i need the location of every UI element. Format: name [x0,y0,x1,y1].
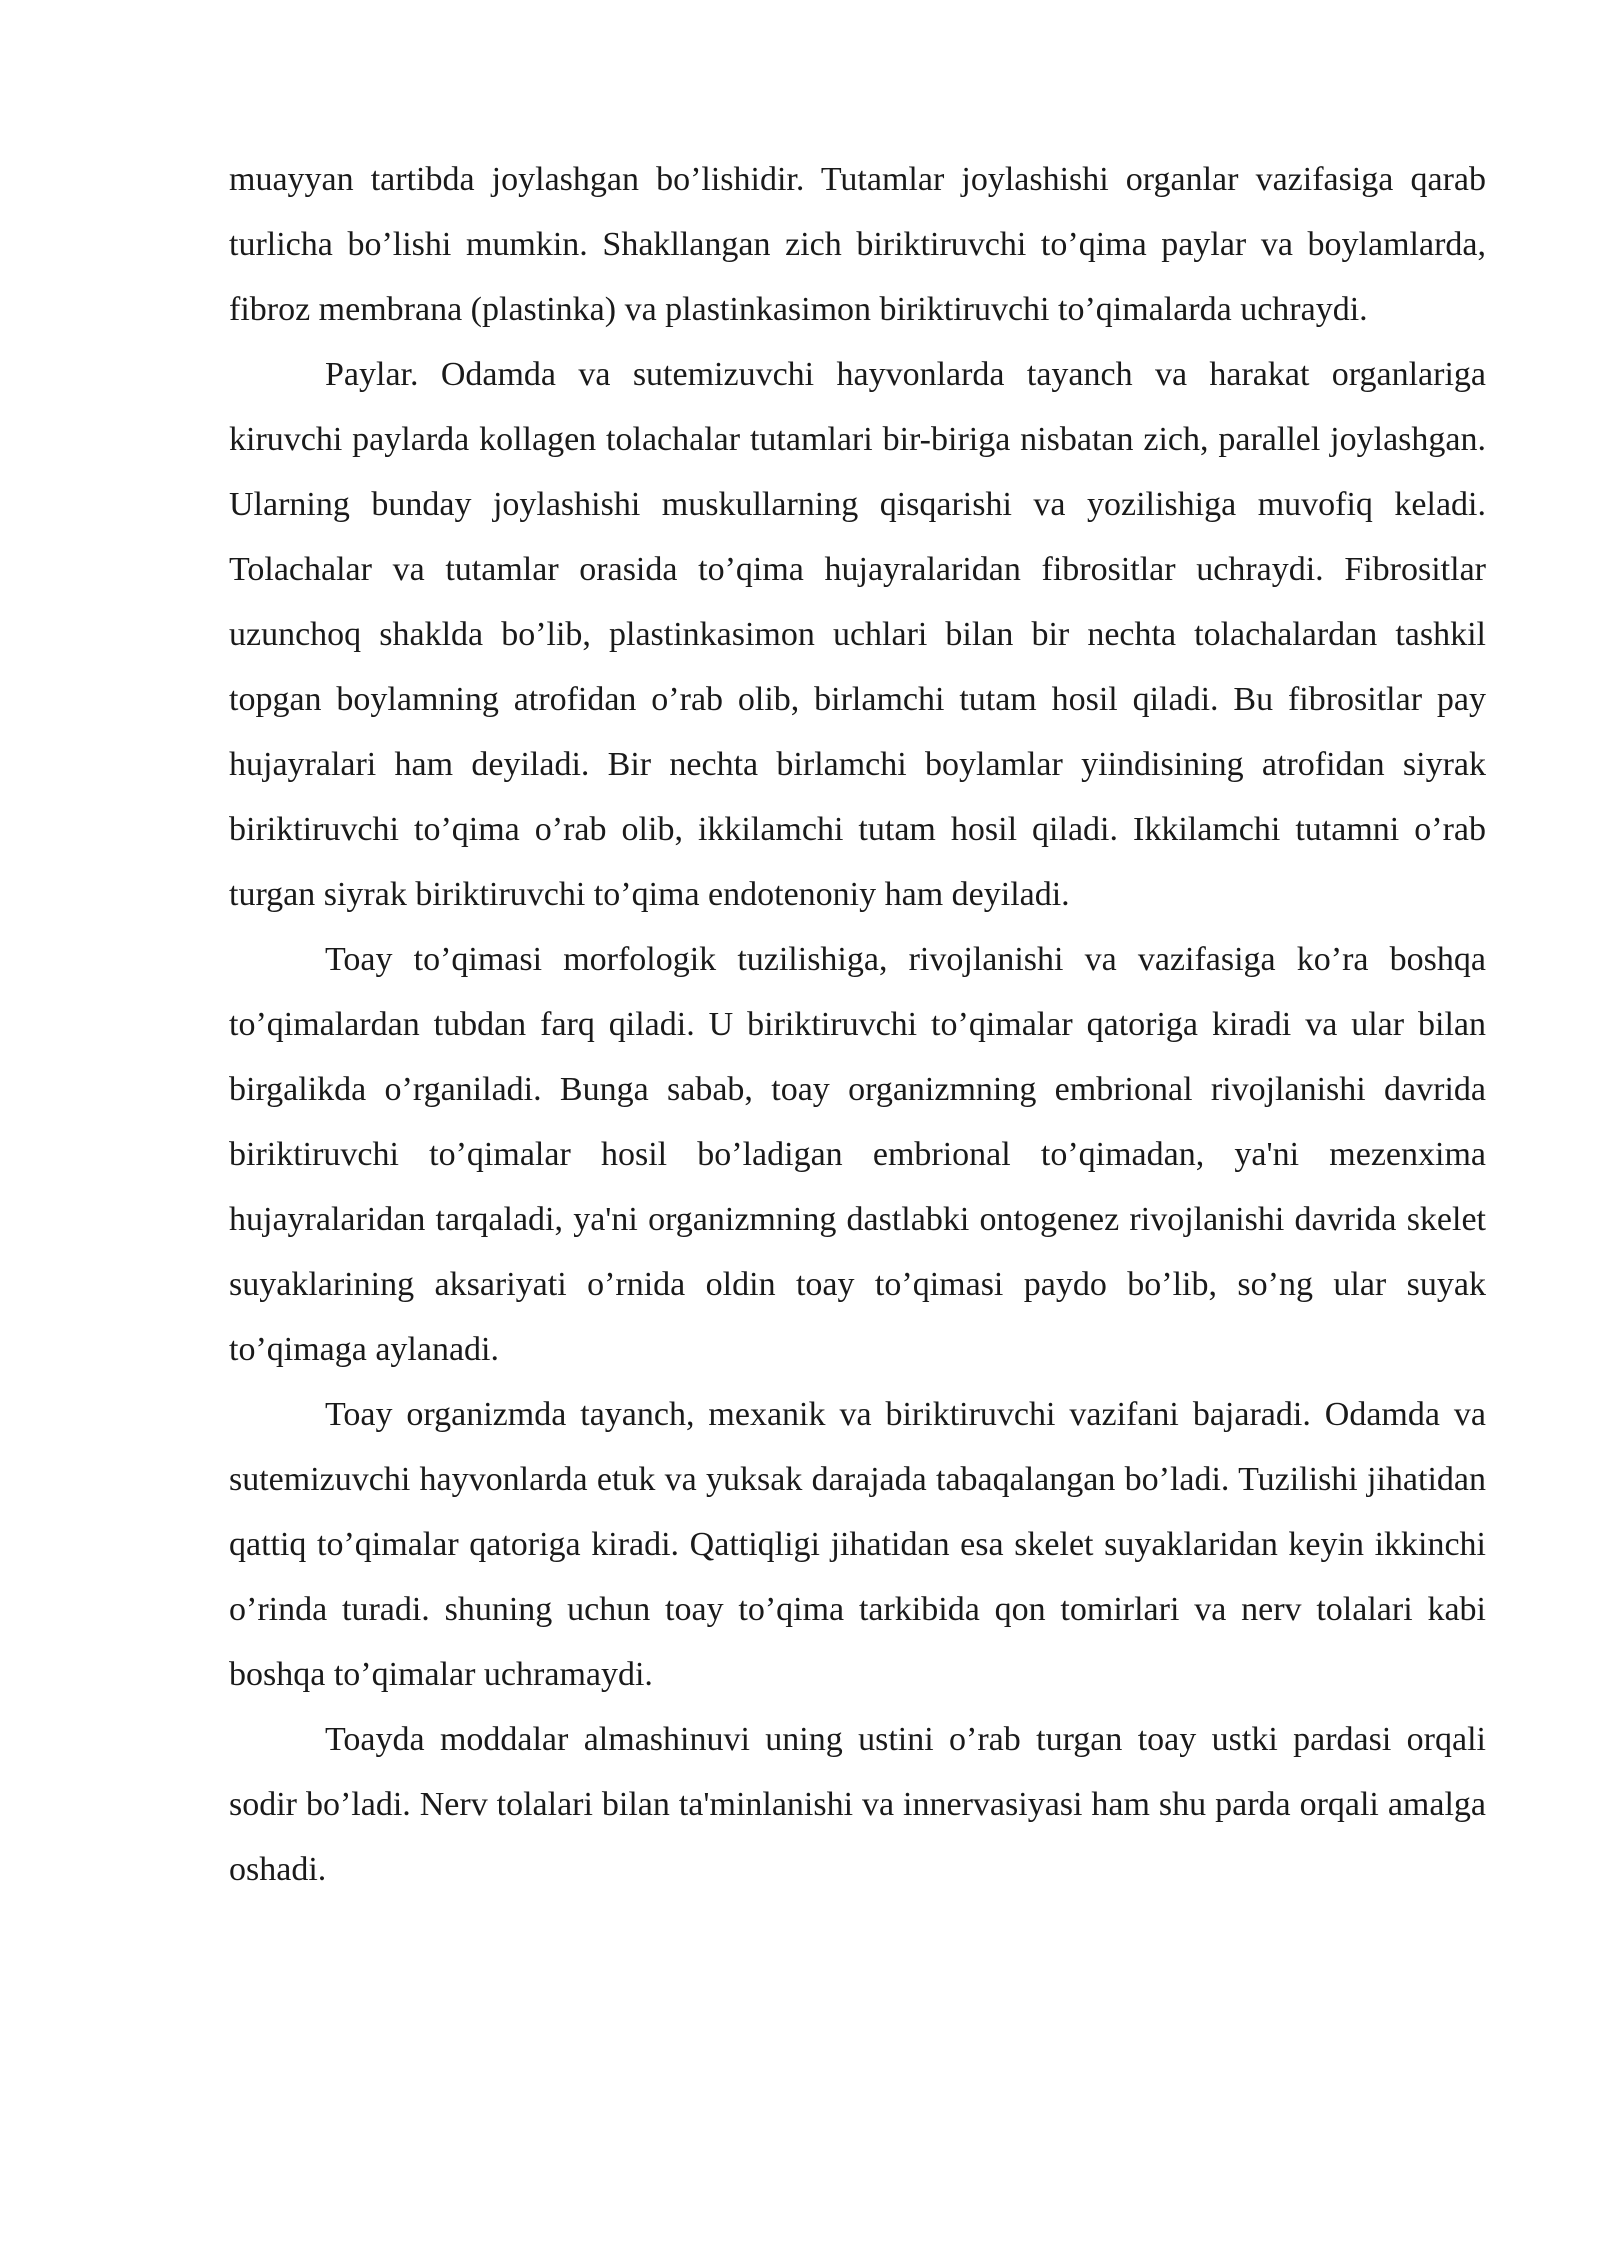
paragraph-paylar: Paylar. Odamda va sutemizuvchi hayvonlarda tayanch va harakat organlariga kiruvchi paylarda kollagen tolachalar tutamlari bir-biriga nisbatan zich, parallel joylashgan. Ularning bunday joylashishi muskullarning qisqarishi va yozilishiga muvofiq keladi. Tolachalar va tutamlar orasida to’qima hujayralaridan fibrositlar uchraydi. Fibrositlar uzunchoq shaklda bo’lib, plastinkasimon uchlari bilan bir nechta tolachalardan tashkil topgan boylamning atrofidan o’rab olib, birlamchi tutam hosil qiladi. Bu fibrositlar pay hujayralari ham deyiladi. Bir nechta birlamchi boylamlar yiindisining atrofidan siyrak biriktiruvchi to’qima o’rab olib, ikkilamchi tutam hosil qiladi. Ikkilamchi tutamni o’rab turgan siyrak biriktiruvchi to’qima endotenoniy ham deyiladi. [229,356,1486,913]
body-text [229,147,1486,1902]
paragraph-toay-vazifasi: Toay organizmda tayanch, mexanik va biriktiruvchi vazifani bajaradi. Odamda va sutemizuvchi hayvonlarda etuk va yuksak darajada tabaqalangan bo’ladi. Tuzilishi jihatidan qattiq to’qimalar qatoriga kiradi. Qattiqligi jihatidan esa skelet suyaklaridan keyin ikkinchi o’rinda turadi. shuning uchun toay to’qima tarkibida qon tomirlari va nerv tolalari kabi boshqa to’qimalar uchramaydi. [229,1396,1486,1693]
paragraph-moddalar-almashinuvi: Toayda moddalar almashinuvi uning ustini o’rab turgan toay ustki pardasi orqali sodir bo’ladi. Nerv tolalari bilan ta'minlanishi va innervasiyasi ham shu parda orqali amalga oshadi. [229,1721,1486,1888]
paragraph-toay-tuzilishi: Toay to’qimasi morfologik tuzilishiga, rivojlanishi va vazifasiga ko’ra boshqa to’qimalardan tubdan farq qiladi. U biriktiruvchi to’qimalar qatoriga kiradi va ular bilan birgalikda o’rganiladi. Bunga sabab, toay organizmning embrional rivojlanishi davrida biriktiruvchi to’qimalar hosil bo’ladigan embrional to’qimadan, ya'ni mezenxima hujayralaridan tarqaladi, ya'ni organizmning dastlabki ontogenez rivojlanishi davrida skelet suyaklarining aksariyati o’rnida oldin toay to’qimasi paydo bo’lib, so’ng ular suyak to’qimaga aylanadi. [229,941,1486,1368]
paragraph-continuation: muayyan tartibda joylashgan bo’lishidir. Tutamlar joylashishi organlar vazifasiga qarab turlicha bo’lishi mumkin. Shakllangan zich biriktiruvchi to’qima paylar va boylamlarda, fibroz membrana (plastinka) va plastinkasimon biriktiruvchi to’qimalarda uchraydi. [229,161,1486,328]
